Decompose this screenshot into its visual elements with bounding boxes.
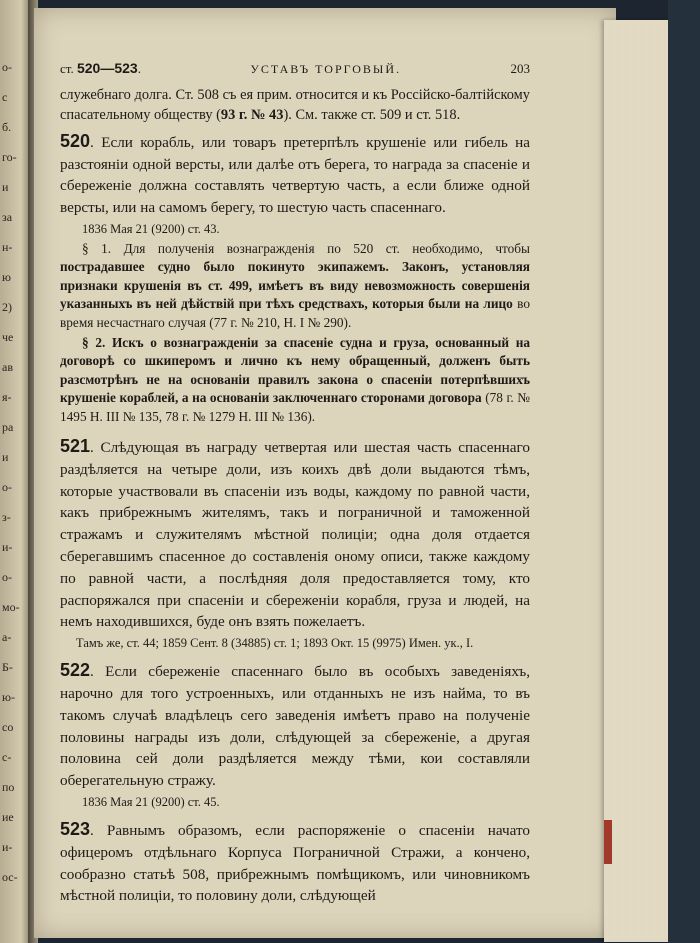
left-page-fragment: и bbox=[2, 180, 9, 194]
article-521: 521. Слѣдующая въ награду четвертая или шестая часть спасеннаго раздѣляется на четыре доли, изъ коихъ двѣ доли выдаются тѣмъ, которые участвовали въ спасенiи изъ воды, каждому по равной части, какъ прибрежнымъ жителямъ, такъ и пограничной и таможенной стражамъ и служителямъ мѣстной полицiи; одна доля отдается сберегавшимъ спасенное до составленiя оному описи, также каждому по равной части, а послѣдняя доля предоставляется тому, кто распоряжался при спасенiи и сбереженiи корабля, груза и людей, на немъ находившихся, буде онъ взять пожелаетъ. bbox=[60, 436, 530, 631]
left-page-fragment: о- bbox=[2, 570, 12, 584]
article-520: 520. Если корабль, или товаръ претерпѣлъ крушенiе или гибель на разстоянiи одной версты, или далѣе отъ берега, то награда за спасенiе и сбереженiе должна составлять четвертую часть, а если ближе одной версты, или на самомъ берегу, то шестую часть спасеннаго. bbox=[60, 130, 530, 217]
left-page-fragment: а- bbox=[2, 630, 12, 644]
left-page-edge bbox=[0, 0, 30, 943]
article-520-source: 1836 Мая 21 (9200) ст. 43. bbox=[82, 221, 220, 236]
page-number: 203 bbox=[510, 61, 530, 76]
page-fore-edge bbox=[604, 20, 670, 942]
article-number: 521 bbox=[60, 436, 91, 457]
book-cover-edge bbox=[668, 0, 700, 943]
left-page-fragment: и- bbox=[2, 840, 13, 854]
article-520-note-2: § 2. Искъ о вознагражденiи за спасенiе судна и груза, основанный на договорѣ со шкиперомъ и лично къ нему обращенный, долженъ быть разсмотрѣнъ не на основанiи правилъ закона о спасенiи потерпѣвшихъ крушенiе кораблей, а на основанiи заключеннаго сторонами договора (78 г. № 1495 Н. III № 135, 78 г. № 1279 Н. III № 136). bbox=[60, 335, 530, 424]
article-522: 522. Если сбереженiе спасеннаго было въ особыхъ заведенiяхъ, нарочно для того устроенныхъ, или отданныхъ не изъ найма, то въ такомъ случаѣ владѣлецъ сего заведенiя имѣетъ право на полученiе половины награды изъ доли, слѣдующей за сбереженiе, а другая половина сей доли раздѣляется между тѣми, кои составляли оберегательную стражу. bbox=[60, 660, 530, 790]
left-page-fragment: ие bbox=[2, 810, 14, 824]
left-page-fragment: ю- bbox=[2, 690, 15, 704]
page-text bbox=[60, 58, 530, 907]
header-title: УСТАВЪ ТОРГОВЫЙ. bbox=[250, 62, 402, 76]
left-page-fragment: н- bbox=[2, 240, 13, 254]
left-page-fragment: с- bbox=[2, 750, 12, 764]
article-number: 520 bbox=[60, 130, 91, 151]
left-page-fragment: за bbox=[2, 210, 13, 224]
intro-paragraph: служебнаго долга. Ст. 508 съ ея прим. относится и къ Россiйско-балтiйскому спасательному обществу (93 г. № 43). См. также ст. 509 и ст. 518. bbox=[60, 86, 530, 123]
article-number: 522 bbox=[60, 660, 91, 681]
left-page-fragment: со bbox=[2, 720, 14, 734]
running-header bbox=[60, 58, 530, 81]
left-page-fragment: б. bbox=[2, 120, 12, 134]
left-page-fragment: ос- bbox=[2, 870, 18, 884]
left-page-fragment: ю bbox=[2, 270, 11, 284]
left-page-fragment: я- bbox=[2, 390, 12, 404]
article-number: 523 bbox=[60, 819, 91, 839]
left-page-fragment: о- bbox=[2, 480, 12, 494]
article-523: 523. Равнымъ образомъ, если распоряженiе о спасенiи начато офицеромъ отдѣльнаго Корпуса Пограничной Стражи, а кончено, сообразно статьѣ 508, прибрежнымъ помѣщикомъ, или чиновникомъ мѣстной полицiи, то половину доли, слѣдующей bbox=[60, 819, 530, 905]
left-page-fragment: и bbox=[2, 450, 9, 464]
ribbon-marker bbox=[604, 820, 612, 864]
left-page-fragment: че bbox=[2, 330, 14, 344]
left-page-fragment: 2) bbox=[2, 300, 12, 314]
left-page-fragment: з- bbox=[2, 510, 11, 524]
header-article-range: ст. 520—523. bbox=[60, 60, 141, 76]
left-page-fragment: с bbox=[2, 90, 8, 104]
left-page-fragment: го- bbox=[2, 150, 17, 164]
left-page-fragment: ра bbox=[2, 420, 14, 434]
article-522-source: 1836 Мая 21 (9200) ст. 45. bbox=[82, 795, 220, 809]
left-page-fragment: о- bbox=[2, 60, 12, 74]
left-page-fragment: Б- bbox=[2, 660, 13, 674]
article-521-source: Тамъ же, ст. 44; 1859 Сент. 8 (34885) ст. 1; 1893 Окт. 15 (9975) Имен. ук., I. bbox=[76, 636, 474, 651]
left-page-fragment: мо- bbox=[2, 600, 20, 614]
left-page-fragment: по bbox=[2, 780, 15, 794]
left-page-fragment: и- bbox=[2, 540, 13, 554]
article-520-note-1: § 1. Для полученiя вознагражденiя по 520 ст. необходимо, чтобы пострадавшее судно было покинуто экипажемъ. Законъ, установляя признаки крушенiя въ ст. 499, имѣетъ въ виду невозможность совершенiя указанныхъ въ ней дѣйствiй при тѣхъ средствахъ, которыя были на лицо во время несчастнаго случая (77 г. № 210, Н. I № 290). bbox=[60, 240, 530, 330]
left-page-fragment: ав bbox=[2, 360, 13, 374]
